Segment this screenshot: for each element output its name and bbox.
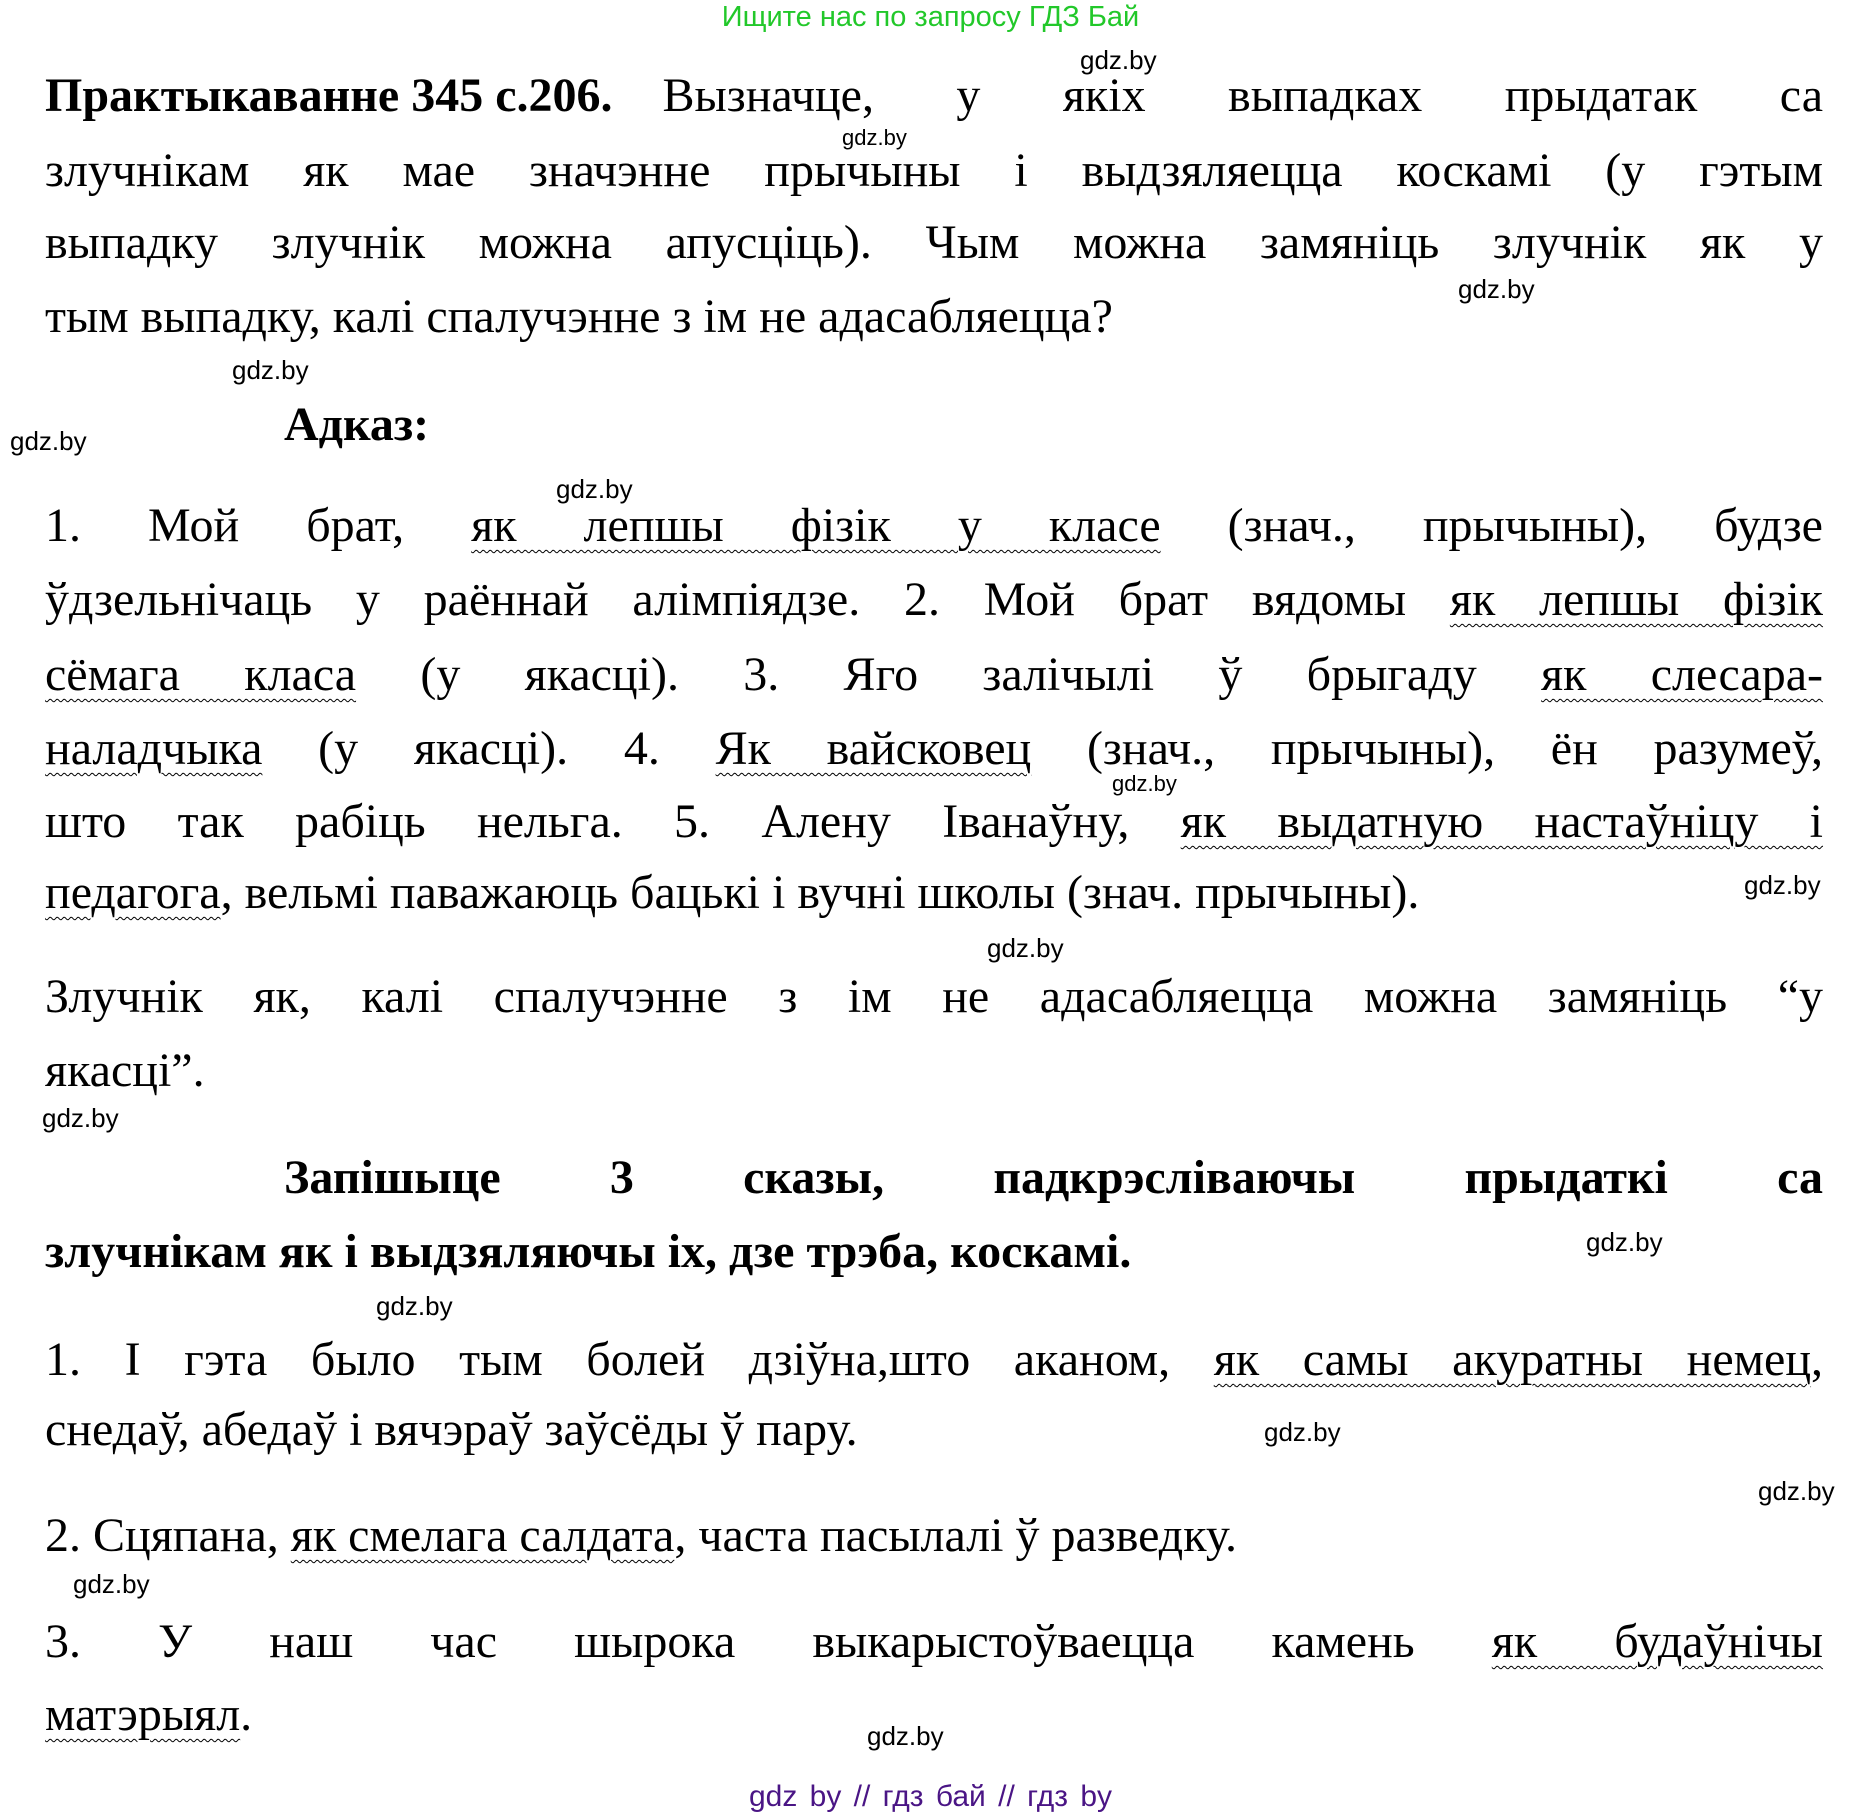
task2-line-2: злучнікам як і выдзяляючы іх, дзе трэба, коскамі. [45, 1225, 1132, 1278]
watermark: gdz.by [1758, 1476, 1835, 1506]
watermark: gdz.by [1264, 1417, 1341, 1447]
underlined-appositive: як самы акуратны немец [1213, 1333, 1812, 1386]
text: , [1811, 1333, 1824, 1386]
watermark: gdz.by [42, 1103, 119, 1133]
text: (у якасці). 3. Яго залічылі ў брыгаду [356, 648, 1542, 701]
text: што так рабіць нельга. 5. Алену Іванаўну, [45, 795, 1181, 848]
watermark: gdz.by [1586, 1227, 1663, 1257]
text: (знач., прычыны), ён разумеў, [1031, 722, 1824, 775]
answer-line-5 [45, 794, 1823, 850]
note-line-1: Злучнік як, калі спалучэнне з ім не адасабляецца можна замяніць “у [45, 970, 1823, 1023]
task-line-3: выпадку злучнік можна апусціць). Чым можна замяніць злучнік як у [45, 216, 1823, 269]
note-line-2: якасці”. [45, 1044, 205, 1097]
watermark: gdz.by [73, 1569, 150, 1599]
task-text: Вызначце, у якіх выпадках прыдатак са [662, 69, 1823, 122]
underlined-appositive: педагога [45, 866, 221, 919]
sentence-3-line-1 [45, 1614, 1823, 1670]
watermark: gdz.by [842, 125, 907, 150]
watermark: gdz.by [1112, 771, 1177, 796]
watermark: gdz.by [232, 355, 309, 385]
task-line-1 [45, 68, 1823, 124]
text: 1. Мой брат, [45, 499, 472, 552]
underlined-appositive: сёмага класа [45, 648, 357, 701]
watermark: gdz.by [10, 426, 87, 456]
text: (у якасці). 4. [262, 722, 716, 775]
underlined-appositive: матэрыял [45, 1688, 241, 1741]
task-line-2: злучнікам як мае значэнне прычыны і выдзяляецца коскамі (у гэтым [45, 144, 1823, 197]
watermark: gdz.by [376, 1291, 453, 1321]
sentence-2 [45, 1508, 1823, 1564]
watermark: gdz.by [867, 1721, 944, 1751]
task2-line-1: Запішыце 3 сказы, падкрэсліваючы прыдаткі са [284, 1151, 1823, 1204]
task-title: Практыкаванне 345 с.206. [45, 69, 613, 122]
underlined-appositive: як лепшы фізік [1449, 573, 1824, 626]
text: ўдзельнічаць у раённай алімпіядзе. 2. Мой брат вядомы [45, 573, 1450, 626]
underlined-appositive: як будаўнічы [1491, 1615, 1824, 1668]
answer-line-2 [45, 572, 1823, 628]
underlined-appositive: як смелага салдата [290, 1509, 675, 1562]
text: 3. У наш час шырока выкарыстоўваецца камень [45, 1615, 1492, 1668]
answer-line-4 [45, 721, 1823, 777]
watermark: gdz.by [1080, 45, 1157, 75]
text: 1. І гэта было тым болей дзіўна,што аканом, [45, 1333, 1214, 1386]
watermark: gdz.by [1458, 274, 1535, 304]
task-line-4: тым выпадку, калі спалучэнне з ім не адасабляецца? [45, 290, 1113, 343]
text: . [240, 1688, 253, 1741]
text: (знач., прычыны), будзе [1160, 499, 1823, 552]
text: 2. Сцяпана, [45, 1509, 291, 1562]
sentence-1-line-1 [45, 1332, 1823, 1388]
answer-heading: Адказ: [284, 398, 430, 451]
underlined-appositive: наладчыка [45, 722, 263, 775]
answer-line-1 [45, 498, 1823, 554]
underlined-appositive: як лепшы фізік у класе [471, 499, 1161, 552]
sentence-1-line-2: снедаў, абедаў і вячэраў заўсёды ў пару. [45, 1403, 858, 1456]
answer-line-6 [45, 865, 1823, 921]
search-banner: Ищите нас по запросу ГДЗ Бай [721, 1, 1140, 33]
underlined-appositive: як выдатную настаўніцу і [1180, 795, 1824, 848]
watermark: gdz.by [556, 474, 633, 504]
watermark: gdz.by [1744, 870, 1821, 900]
watermark: gdz.by [987, 933, 1064, 963]
underlined-appositive: як слесара- [1541, 648, 1823, 701]
text: , часта пасылалі ў разведку. [674, 1509, 1238, 1562]
text: , вельмі паважаюць бацькі і вучні школы (знач. прычыны). [220, 866, 1420, 919]
footer-links: gdz by // гдз бай // гдз by [748, 1780, 1113, 1813]
answer-line-3 [45, 647, 1823, 703]
underlined-appositive: Як вайсковец [715, 722, 1032, 775]
